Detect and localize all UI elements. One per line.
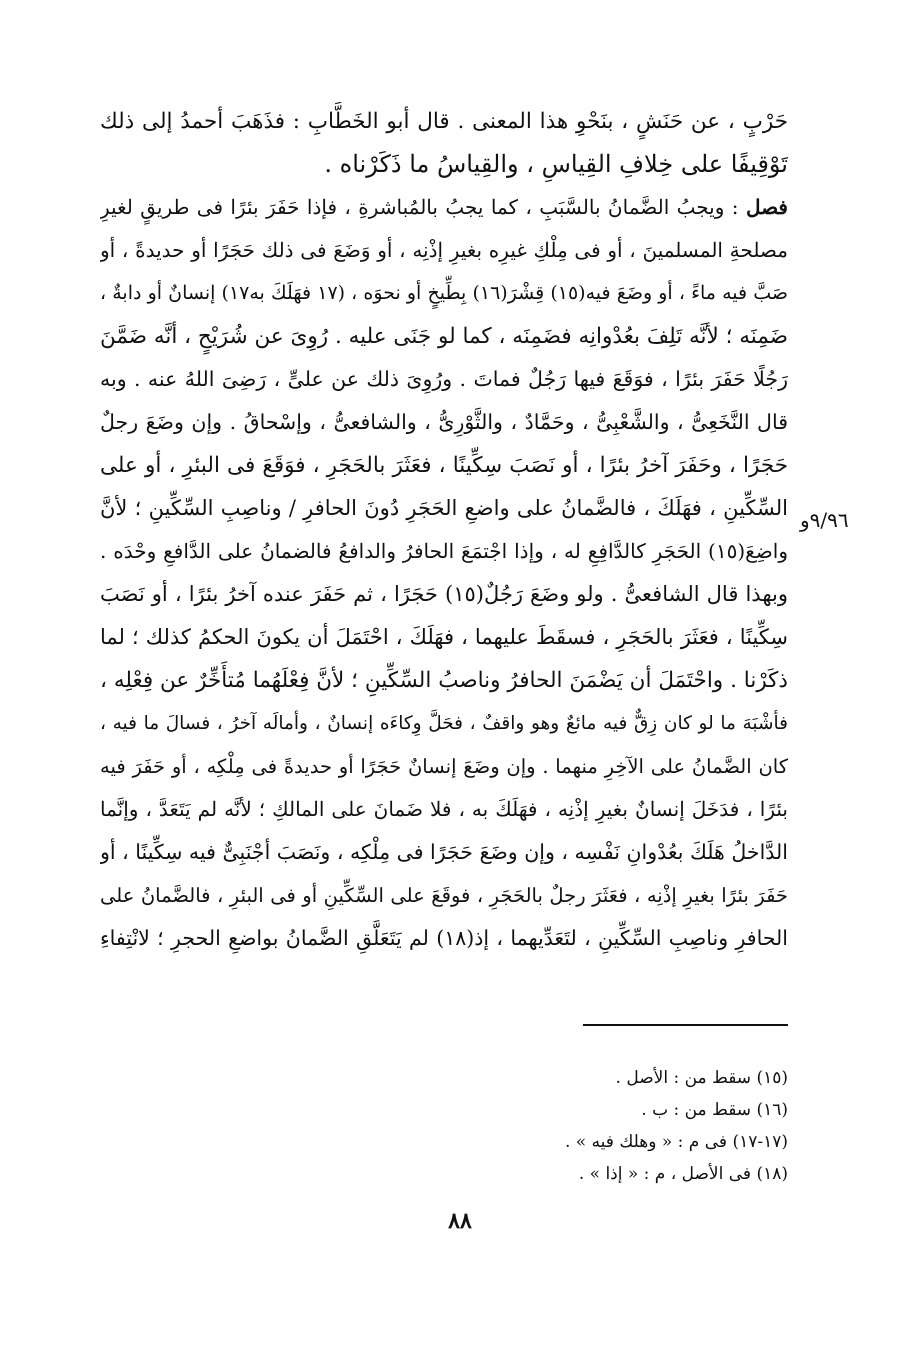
text-line: ضَمِنَه ؛ لأنَّه تَلِفَ بعُدْوانِه فضَمِنَه ، كما لو جَنَى عليه . رُوِىَ عن شُرَيْحٍ ، أنَّه ضَمَّنَ: [100, 324, 788, 349]
text-line: الدَّاخلُ هَلَكَ بعُدْوانِ نَفْسِه ، وإن وضَعَ حَجَرًا فى مِلْكِه ، ونَصَبَ أجْنَبِىٌّ فيه سِكِّينًا ، أو: [100, 840, 788, 864]
footnote: (١٦) سقط من : ب .: [641, 1100, 788, 1120]
footnote: (١٥) سقط من : الأصل .: [615, 1068, 788, 1088]
text-line: صَبَّ فيه ماءً ، أو وضَعَ فيه(١٥) قِشْرَ(١٦) بِطِّيخٍ أو نحوَه ، (١٧ فهَلَكَ به١٧) إنسانٌ أو دابةٌ ،: [100, 282, 788, 304]
text-line: حَجَرًا ، وحَفَرَ آخرُ بئرًا ، أو نَصَبَ سِكِّينًا ، فعَثَرَ بالحَجَرِ ، فوَقَعَ فى البئرِ ، أو على: [100, 453, 788, 478]
text-line: كان الضَّمانُ على الآخِرِ منهما . وإن وضَعَ إنسانٌ حَجَرًا أو حديدةً فى مِلْكِه ، أو حَفَرَ فيه: [100, 755, 788, 778]
text-line: فأشْبَهَ ما لو كان زِقٌّ فيه مائعٌ وهو واقفٌ ، فحَلَّ وِكاءَه إنسانٌ ، وأمالَه آخرُ ، فسالَ ما فيه ،: [100, 713, 788, 734]
text-line: سِكِّينًا ، فعَثَرَ بالحَجَرِ ، فسقَطَ عليهما ، فهَلَكَ ، احْتَمَلَ أن يكونَ الحكمُ كذلك ؛ لما: [100, 625, 788, 649]
page-number: ٨٨: [448, 1208, 472, 1234]
footnote: (١٨) فى الأصل ، م : « إذا » .: [578, 1164, 788, 1184]
section-heading: فصل: [745, 195, 788, 219]
text-line: واضِعَ(١٥) الحَجَرِ كالدَّافِعِ له ، وإذا اجْتمَعَ الحافرُ والدافعُ فالضمانُ على الدَّافعِ وحْدَه .: [100, 539, 788, 563]
footnote: (١٧-١٧) فى م : « وهلك فيه » .: [564, 1132, 788, 1152]
text-line: : ويجبُ الضَّمانُ بالسَّبَبِ ، كما يجبُ بالمُباشرةِ ، فإذا حَفَرَ بئرًا فى طريقٍ لغيرِ: [100, 195, 739, 219]
text-line: قال النَّخَعِىُّ ، والشَّعْبِىُّ ، وحَمَّادٌ ، والثَّوْرِىُّ ، والشافعىُّ ، وإسْحاقُ . وإن وضَعَ رجلٌ: [100, 410, 788, 434]
footnotes: [368, 1062, 788, 1190]
text-line: حَفَرَ بئرًا بغيرِ إذْنِه ، فعَثَرَ رجلٌ بالحَجَرِ ، فوقَعَ على السِّكِّينِ أو فى البئرِ ، فالضَّمانُ على: [100, 884, 788, 907]
section-first-line: [100, 186, 788, 229]
main-text: [100, 100, 788, 960]
text-line: وبهذا قال الشافعىُّ . ولو وضَعَ رَجُلٌ(١٥) حَجَرًا ، ثم حَفَرَ عنده آخرُ بئرًا ، أو نَصَبَ: [100, 582, 788, 606]
text-line: السِّكِّينِ ، فهَلَكَ ، فالضَّمانُ على واضعِ الحَجَرِ دُونَ الحافرِ / وناصِبِ السِّكِّينِ ؛ لأنَّ: [100, 496, 788, 520]
text-line: رَجُلًا حَفَرَ بئرًا ، فوَقَعَ فيها رَجُلٌ فماتَ . ورُوِىَ ذلك عن علىٍّ ، رَضِىَ اللهُ عنه . وبه: [100, 367, 788, 391]
text-line: بئرًا ، فدَخَلَ إنسانٌ بغيرِ إذْنِه ، فهَلَكَ به ، فلا ضَمانَ على المالكِ ؛ لأنَّه لم يَتَعَدَّ ، وإنَّما: [100, 797, 788, 821]
text-line: ذكَرْنا . واحْتَمَلَ أن يَضْمَنَ الحافرُ وناصبُ السِّكِّينِ ؛ لأنَّ فِعْلَهُما مُتأَخِّرٌ عن فِعْلِه ،: [100, 668, 788, 693]
text-line: الحافرِ وناصِبِ السِّكِّينِ ، لتَعَدِّيهما ، إذ(١٨) لم يَتَعَلَّقِ الضَّمانُ بواضعِ الحجرِ ؛ لانْتِفاءِ: [100, 926, 788, 950]
text-line: تَوْقِيفًا على خِلافِ القِياسِ ، والقِياسُ ما ذَكَرْناه .: [324, 150, 788, 178]
manuscript-folio-note: ٩/٩٦و: [800, 508, 849, 532]
text-line: حَرْبٍ ، عن حَنَشٍ ، بنَحْوِ هذا المعنى . قال أبو الخَطَّابِ : فذَهَبَ أحمدُ إلى ذلك: [100, 109, 788, 134]
footnote-separator: [583, 1024, 788, 1026]
text-line: مصلحةِ المسلمينَ ، أو فى مِلْكِ غيرِه بغيرِ إذْنِه ، أو وَضَعَ فى ذلك حَجَرًا أو حديدةً ، أو: [100, 238, 788, 262]
